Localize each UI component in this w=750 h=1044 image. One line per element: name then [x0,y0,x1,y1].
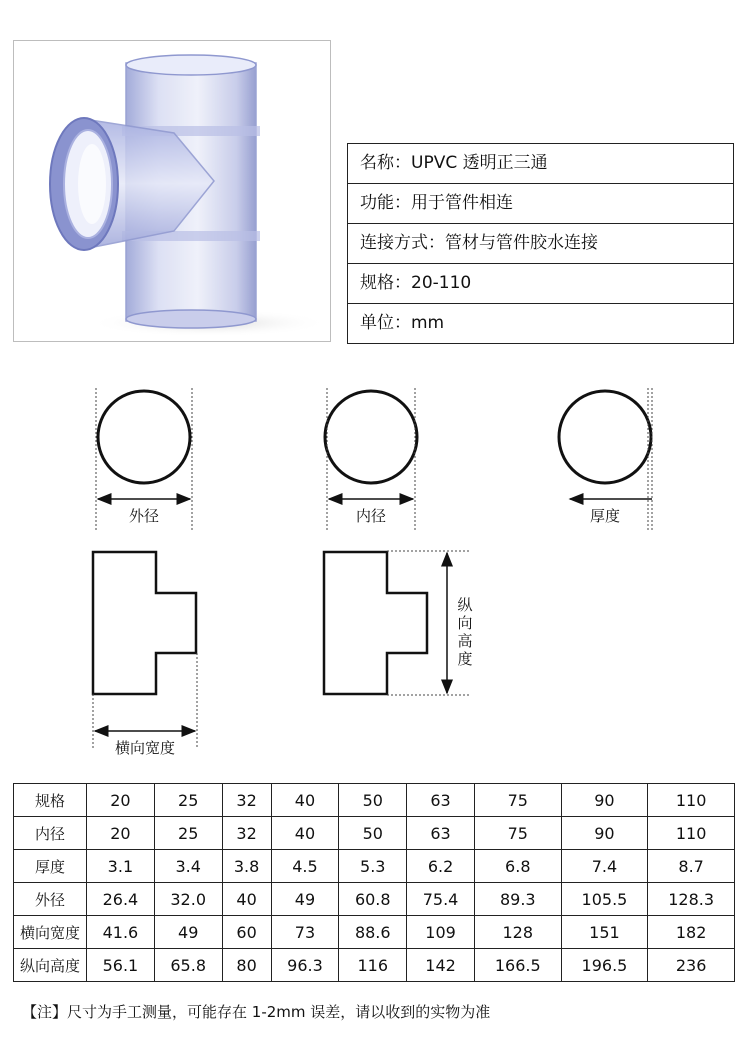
table-cell: 75.4 [407,883,475,916]
vertical-height-char: 度 [457,650,473,668]
table-cell: 6.8 [474,850,561,883]
table-cell: 110 [648,784,735,817]
row-header: 规格 [14,784,87,817]
table-cell: 3.8 [222,850,271,883]
table-cell: 4.5 [271,850,339,883]
table-cell: 32.0 [154,883,222,916]
table-cell: 49 [271,883,339,916]
table-cell: 128 [474,916,561,949]
table-row [14,784,735,817]
table-cell: 40 [271,817,339,850]
table-cell: 50 [339,784,407,817]
vertical-height-char: 高 [457,632,473,650]
spec-size-range: 规格：20-110 [348,264,733,304]
table-cell: 63 [407,784,475,817]
table-cell: 50 [339,817,407,850]
table-cell: 40 [222,883,271,916]
horizontal-width-label: 横向宽度 [114,739,175,757]
table-cell: 182 [648,916,735,949]
table-cell: 151 [561,916,648,949]
table-row [14,949,735,982]
dimensions-table [13,783,735,982]
table-cell: 26.4 [87,883,155,916]
table-cell: 166.5 [474,949,561,982]
table-row [14,916,735,949]
table-row [14,883,735,916]
spec-connection: 连接方式：管材与管件胶水连接 [348,224,733,264]
table-cell: 32 [222,784,271,817]
horizontal-width-diagram [93,552,197,748]
thickness-label: 厚度 [589,507,620,525]
table-cell: 75 [474,817,561,850]
row-header: 外径 [14,883,87,916]
table-cell: 32 [222,817,271,850]
table-cell: 5.3 [339,850,407,883]
table-cell: 20 [87,784,155,817]
table-cell: 90 [561,784,648,817]
table-cell: 8.7 [648,850,735,883]
table-cell: 89.3 [474,883,561,916]
row-header: 内径 [14,817,87,850]
table-cell: 6.2 [407,850,475,883]
row-header: 厚度 [14,850,87,883]
table-cell: 60.8 [339,883,407,916]
table-cell: 88.6 [339,916,407,949]
table-cell: 65.8 [154,949,222,982]
table-cell: 142 [407,949,475,982]
measurement-note: 【注】尺寸为手工测量，可能存在 1-2mm 误差，请以收到的实物为准 [22,1003,491,1021]
table-cell: 96.3 [271,949,339,982]
table-cell: 49 [154,916,222,949]
table-cell: 110 [648,817,735,850]
table-cell: 105.5 [561,883,648,916]
table-cell: 80 [222,949,271,982]
table-cell: 56.1 [87,949,155,982]
table-cell: 90 [561,817,648,850]
table-cell: 3.1 [87,850,155,883]
vertical-height-diagram [324,551,470,695]
outer-diameter-label: 外径 [128,507,159,525]
inner-diameter-label: 内径 [355,507,386,525]
table-row [14,817,735,850]
spec-unit: 单位：mm [360,313,445,333]
table-cell: 20 [87,817,155,850]
vertical-height-char: 纵 [457,596,473,614]
vertical-height-label [456,596,474,668]
vertical-height-char: 向 [457,614,473,632]
table-cell: 7.4 [561,850,648,883]
row-header: 纵向高度 [14,949,87,982]
row-header: 横向宽度 [14,916,87,949]
table-cell: 41.6 [87,916,155,949]
table-cell: 25 [154,817,222,850]
table-cell: 116 [339,949,407,982]
spec-function: 功能：用于管件相连 [348,184,733,224]
table-cell: 63 [407,817,475,850]
table-cell: 25 [154,784,222,817]
table-row [14,850,735,883]
table-cell: 73 [271,916,339,949]
spec-name: 名称：UPVC 透明正三通 [348,144,733,184]
table-cell: 109 [407,916,475,949]
table-cell: 3.4 [154,850,222,883]
table-cell: 60 [222,916,271,949]
table-cell: 40 [271,784,339,817]
table-cell: 236 [648,949,735,982]
table-cell: 128.3 [648,883,735,916]
table-cell: 196.5 [561,949,648,982]
table-cell: 75 [474,784,561,817]
